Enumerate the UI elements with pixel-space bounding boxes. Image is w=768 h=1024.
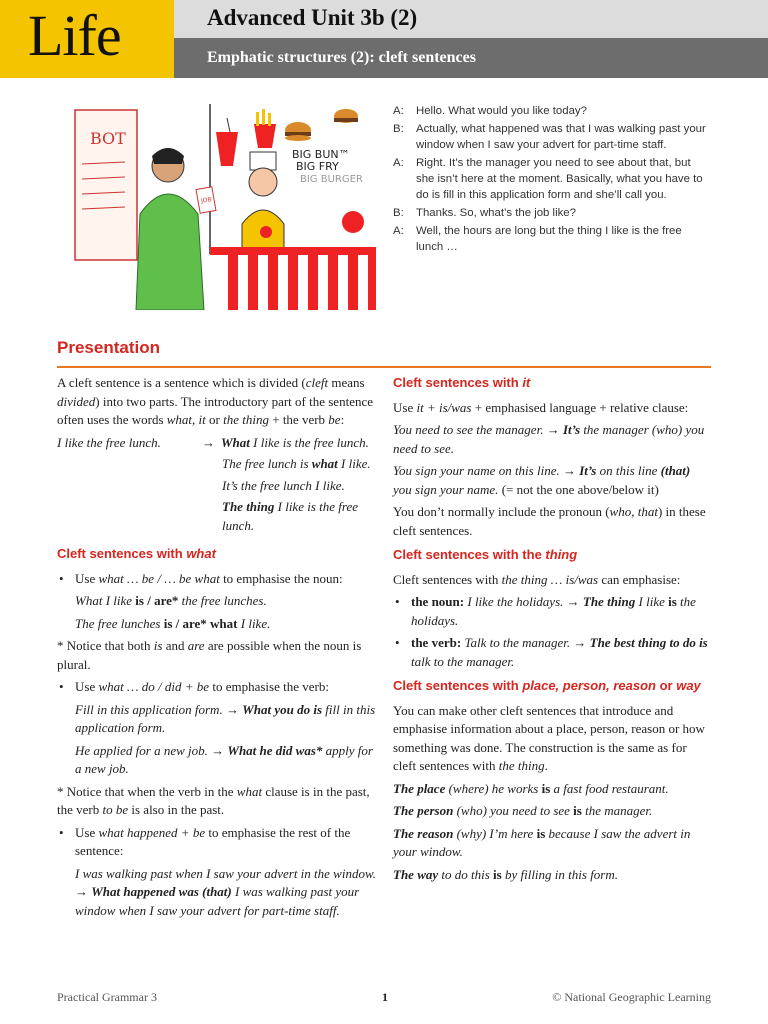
svg-text:BOT: BOT <box>90 129 126 148</box>
svg-text:BIG BUN™: BIG BUN™ <box>292 148 350 161</box>
presentation-heading: Presentation <box>57 338 160 357</box>
rule: Cleft sentences with the thing … is/was can emphasise: <box>393 571 681 587</box>
example: I was walking past when I saw your advert in the window. → What happened was (that) I was walking past your window when I saw your advert for part-time staff. <box>75 865 376 918</box>
example: You need to see the manager. → It’s the manager (who) you need to see. <box>393 422 705 456</box>
example: The person (who) you need to see is the manager. <box>393 803 653 818</box>
note: * Notice that when the verb in the what clause is in the past, the verb to be is also in the past. <box>57 783 370 817</box>
bullet: • Use what … do / did + be to emphasise the verb: <box>57 678 377 697</box>
intro-paragraph: A cleft sentence is a sentence which is divided (cleft means divided) into two parts. The introductory part of the sentence often uses the words what, it or the thing + the verb be: <box>57 375 374 427</box>
page-number: 1 <box>382 990 388 1004</box>
bullet: • Use what … be / … be what to emphasise the noun: <box>57 570 377 589</box>
section-heading-place: Cleft sentences with place, person, reason or way <box>393 678 701 693</box>
intro-examples: I like the free lunch. → What I like is the free lunch. The free lunch is what I like. It’s the free lunch I like. The thing I like is the free lunch. <box>57 434 371 533</box>
section-heading-it: Cleft sentences with it <box>393 375 531 390</box>
dialogue-line: A: Well, the hours are long but the thing I like is the free lunch … <box>393 225 682 253</box>
svg-text:BIG BURGER: BIG BURGER <box>300 174 363 185</box>
dialogue <box>393 103 711 257</box>
example: Fill in this application form. → What you do is fill in this application form. <box>75 701 376 735</box>
example: What I like is / are* the free lunches. <box>75 593 267 608</box>
right-column <box>393 374 711 888</box>
footer-left: Practical Grammar 3 <box>57 990 157 1004</box>
rule: You can make other cleft sentences that introduce and emphasise information about a place, person, reason or how something was done. The construction is the same as for cleft sentences with the thing. <box>393 702 705 773</box>
bullet: • Use what happened + be to emphasise the rest of the sentence: <box>57 824 377 861</box>
unit-subtitle: Emphatic structures (2): cleft sentences <box>207 49 476 66</box>
example: The place (where) he works is a fast food restaurant. <box>393 780 669 796</box>
subtitle-bar <box>174 38 768 78</box>
dialogue-line: B: Actually, what happened was that I was walking past your window when I saw your advert for part-time staff. <box>393 123 706 151</box>
counter-stripes-icon <box>220 255 376 310</box>
section-heading-thing: Cleft sentences with the thing <box>393 547 578 562</box>
burger-icon <box>334 109 358 123</box>
dialogue-line: A: Hello. What would you like today? <box>393 105 587 117</box>
note: You don’t normally include the pronoun (who, that) in these cleft sentences. <box>393 504 706 538</box>
left-column <box>57 374 377 924</box>
section-heading-what: Cleft sentences with what <box>57 546 216 561</box>
svg-text:BIG FRY: BIG FRY <box>296 160 339 173</box>
example: The way to do this is by filling in this form. <box>393 866 619 882</box>
example: He applied for a new job. → What he did was* apply for a new job. <box>75 742 373 776</box>
footer-copyright: © National Geographic Learning <box>552 990 711 1004</box>
title-bar <box>174 0 768 38</box>
tomato-icon <box>342 211 364 233</box>
life-logo: Life <box>0 0 174 78</box>
svg-text:JOB: JOB <box>200 196 213 205</box>
divider <box>57 366 711 368</box>
bullet: • the noun: I like the holidays. → The thing I like is the holidays. <box>393 593 711 630</box>
burger-icon <box>285 122 311 141</box>
example: You sign your name on this line. → It’s on this line (that) you sign your name. (= not the one above/below it) <box>393 463 691 497</box>
example: The free lunches is / are* what I like. <box>75 615 271 631</box>
dialogue-line: A: Right. It’s the manager you need to see about that, but she isn’t here at the moment. Basically, what you have to do is fill in this application form and she’ll call you. <box>393 157 703 201</box>
example: The reason (why) I’m here is because I saw the advert in your window. <box>393 825 691 859</box>
note: * Notice that both is and are are possible when the noun is plural. <box>57 638 362 672</box>
rule: Use it + is/was + emphasised language + relative clause: <box>393 399 689 415</box>
unit-title: Advanced Unit 3b (2) <box>207 5 418 30</box>
fast-food-illustration <box>70 104 376 310</box>
dialogue-line: B: Thanks. So, what’s the job like? <box>393 207 576 219</box>
wall-sign-icon <box>75 110 137 260</box>
bullet: • the verb: Talk to the manager. → The best thing to do is talk to the manager. <box>393 634 711 671</box>
